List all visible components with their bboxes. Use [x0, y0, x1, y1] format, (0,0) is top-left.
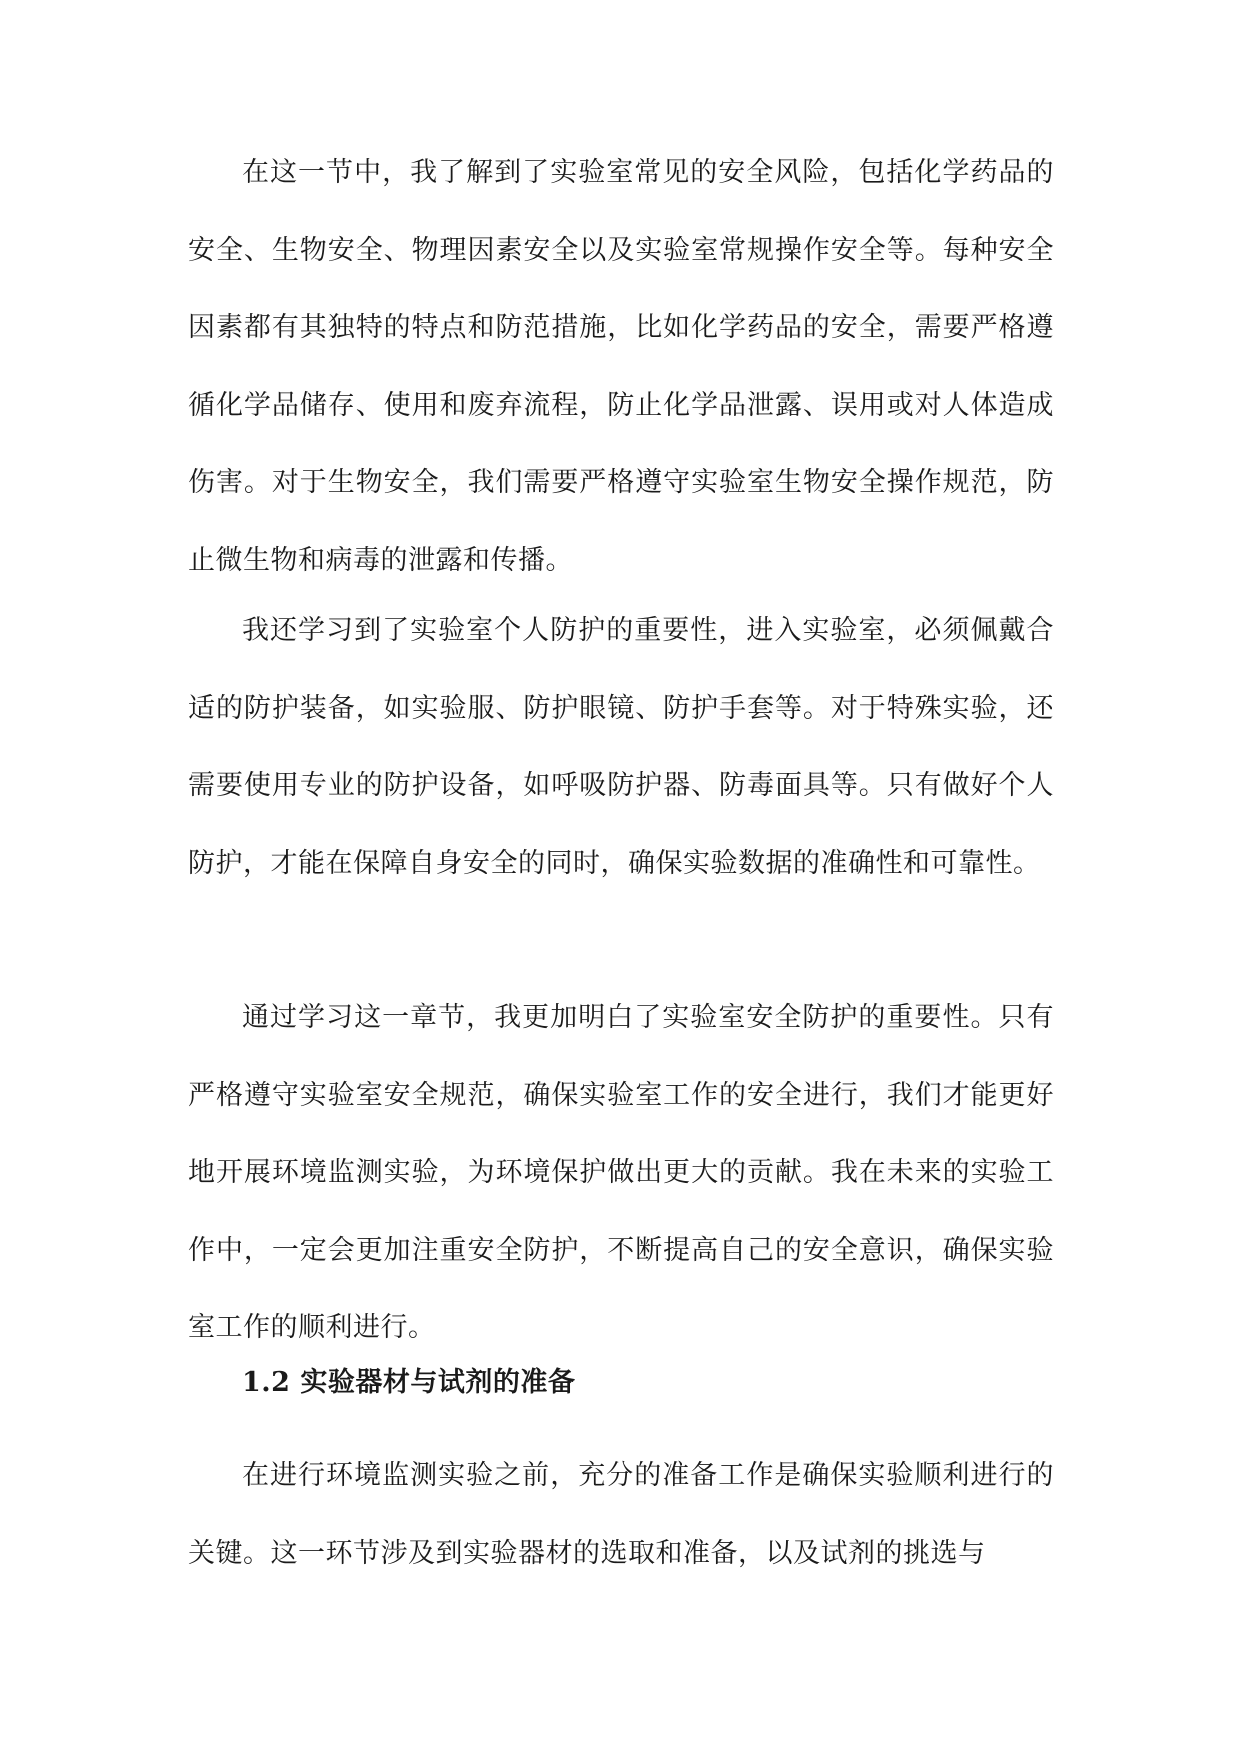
paragraph-section-intro: 在进行环境监测实验之前，充分的准备工作是确保实验顺利进行的关键。这一环节涉及到实验器材的选取和准备，以及试剂的挑选与 — [188, 1460, 1054, 1569]
paragraph-safety-risks: 在这一节中，我了解到了实验室常见的安全风险，包括化学药品的安全、生物安全、物理因素安全以及实验室常规操作安全等。每种安全因素都有其独特的特点和防范措施，比如化学药品的安全，需要严格遵循化学品储存、使用和废弃流程，防止化学品泄露、误用或对人体造成伤害。对于生物安全，我们需要严格遵守实验室生物安全操作规范，防止微生物和病毒的泄露和传播。 — [188, 157, 1054, 576]
paragraph-conclusion: 通过学习这一章节，我更加明白了实验室安全防护的重要性。只有严格遵守实验室安全规范，确保实验室工作的安全进行，我们才能更好地开展环境监测实验，为环境保护做出更大的贡献。我在未来的实验工作中，一定会更加注重安全防护，不断提高自己的安全意识，确保实验室工作的顺利进行。 — [188, 1002, 1054, 1343]
paragraph-personal-protection: 我还学习到了实验室个人防护的重要性，进入实验室，必须佩戴合适的防护装备，如实验服、防护眼镜、防护手套等。对于特殊实验，还需要使用专业的防护设备，如呼吸防护器、防毒面具等。只有做好个人防护，才能在保障自身安全的同时，确保实验数据的准确性和可靠性。 — [188, 615, 1054, 879]
section-heading: 1.2 实验器材与试剂的准备 — [242, 1367, 576, 1398]
